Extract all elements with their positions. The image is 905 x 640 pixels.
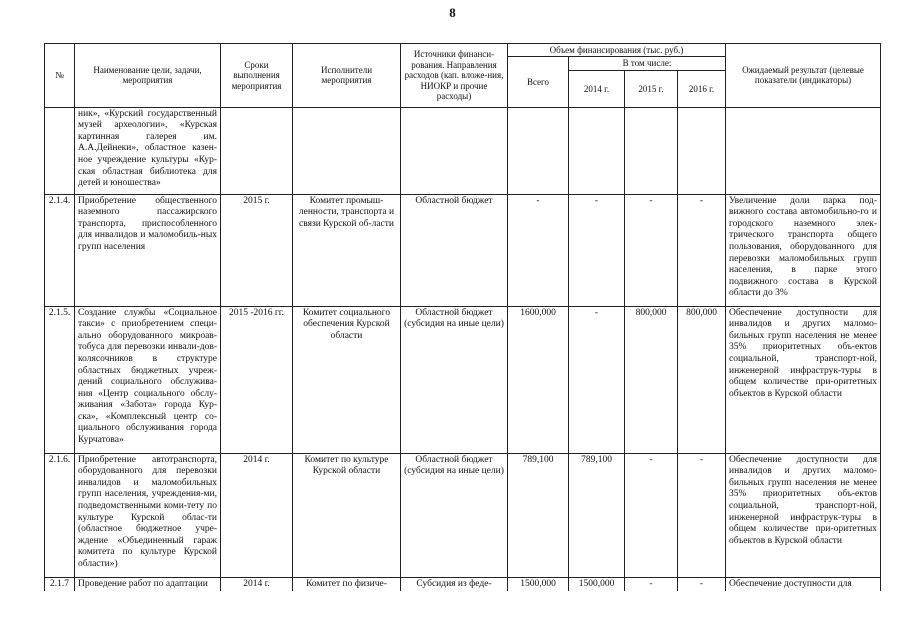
row-name: Приобретение общественного наземного пассажирского транспорта, приспособленного для инвалидов и маломобиль-ных групп населения	[75, 194, 221, 306]
table-row	[45, 306, 881, 453]
header-volume: Объем финансирования (тыс. руб.)	[508, 44, 726, 57]
row-name: ник», «Курский государственный музей археологии», «Курская картинная галерея им. А.А.Дейнеки», областное казен-ное учреждение культуры «Кур-ская областная библиотека для детей и юношества»	[75, 107, 221, 194]
row-num: 2.1.6.	[45, 453, 75, 577]
table-row	[45, 577, 881, 591]
row-2016: 800,000	[678, 306, 726, 453]
row-total: 1500,000	[508, 577, 569, 591]
table-row	[45, 453, 881, 577]
row-result: Обеспечение доступности для инвалидов и других маломо-бильных групп населения не менее 35% приоритетных объ-ектов социальной, транспорт-ной, инженерной инфраструк-туры в общем количестве при-оритетных объектов в Курской области	[726, 306, 881, 453]
row-executors: Комитет промыш-ленности, транспорта и связи Курской об-ласти	[293, 194, 401, 306]
row-result	[726, 107, 881, 194]
row-num: 2.1.5.	[45, 306, 75, 453]
header-num: №	[45, 44, 75, 108]
row-terms: 2015 г.	[221, 194, 293, 306]
row-2016: -	[678, 194, 726, 306]
row-2015: -	[625, 194, 678, 306]
row-name: Проведение работ по адаптации	[75, 577, 221, 591]
row-total	[508, 107, 569, 194]
row-name: Создание службы «Социальное такси» с приобретением специ-ально оборудованного микроав-тобуса для перевозки инвали-дов-колясочников в структуре областных бюджетных учреж-дений социального обслужива-ния «Центр социального обслу-живания «Забота» города Кур-ска», «Комплексный центр со-циального обслуживания города Курчатова»	[75, 306, 221, 453]
row-2014	[569, 107, 625, 194]
row-num	[45, 107, 75, 194]
row-sources: Областной бюджет (субсидия на иные цели)	[401, 453, 508, 577]
header-name: Наименование цели, задачи, мероприятия	[75, 44, 221, 108]
row-num: 2.1.4.	[45, 194, 75, 306]
row-2014: -	[569, 194, 625, 306]
row-executors: Комитет по культуре Курской области	[293, 453, 401, 577]
header-sources: Источники финанси-рования. Направления расходов (кап. вложе-ния, НИОКР и прочие расходы)	[401, 44, 508, 108]
row-terms: 2014 г.	[221, 577, 293, 591]
row-terms: 2015 -2016 гг.	[221, 306, 293, 453]
row-2016: -	[678, 453, 726, 577]
row-executors: Комитет социального обеспечения Курской области	[293, 306, 401, 453]
page-number: 8	[449, 5, 456, 20]
row-executors	[293, 107, 401, 194]
row-2015: -	[625, 577, 678, 591]
header-total: Всего	[508, 57, 569, 107]
row-sources: Областной бюджет (субсидия на иные цели)	[401, 306, 508, 453]
header-2014: 2014 г.	[569, 70, 625, 107]
row-sources: Областной бюджет	[401, 194, 508, 306]
row-2016: -	[678, 577, 726, 591]
row-result: Увеличение доли парка под-вижного состава автомобильно-го и городского наземного элек-трического транспорта общего пользования, оборудованного для перевозки маломобильных групп населения, в парке этого подвижного состава в Курской области до 3%	[726, 194, 881, 306]
row-2015: -	[625, 453, 678, 577]
row-sources: Субсидия из феде-	[401, 577, 508, 591]
header-result: Ожидаемый результат (целевые показатели (индикаторы)	[726, 44, 881, 108]
table-row	[45, 107, 881, 194]
row-2014: 1500,000	[569, 577, 625, 591]
row-2015: 800,000	[625, 306, 678, 453]
header-2015: 2015 г.	[625, 70, 678, 107]
row-sources	[401, 107, 508, 194]
table-row	[45, 194, 881, 306]
row-executors: Комитет по физиче-	[293, 577, 401, 591]
row-total: 789,100	[508, 453, 569, 577]
header-2016: 2016 г.	[678, 70, 726, 107]
header-terms: Сроки выполнения мероприятия	[221, 44, 293, 108]
row-num: 2.1.7	[45, 577, 75, 591]
row-terms: 2014 г.	[221, 453, 293, 577]
row-result: Обеспечение доступности для инвалидов и других маломо-бильных групп населения не менее 35% приоритетных объ-ектов социальной, транспорт-ной, инженерной инфраструк-туры в общем количестве при-оритетных объектов в Курской области	[726, 453, 881, 577]
row-terms	[221, 107, 293, 194]
row-2014: -	[569, 306, 625, 453]
row-result: Обеспечение доступности для	[726, 577, 881, 591]
row-2016	[678, 107, 726, 194]
row-name: Приобретение автотранспорта, оборудованного для перевозки инвалидов и маломобильных групп населения, учреждения-ми, подведомственными коми-тету по культуре Курской облас-ти (областное бюджетное учре-ждение «Объединенный гараж комитета по культуре Курской области»)	[75, 453, 221, 577]
row-2014: 789,100	[569, 453, 625, 577]
header-executors: Исполнители мероприятия	[293, 44, 401, 108]
row-total: 1600,000	[508, 306, 569, 453]
header-including: В том числе:	[569, 57, 726, 70]
row-total: -	[508, 194, 569, 306]
financing-table	[44, 43, 881, 591]
row-2015	[625, 107, 678, 194]
